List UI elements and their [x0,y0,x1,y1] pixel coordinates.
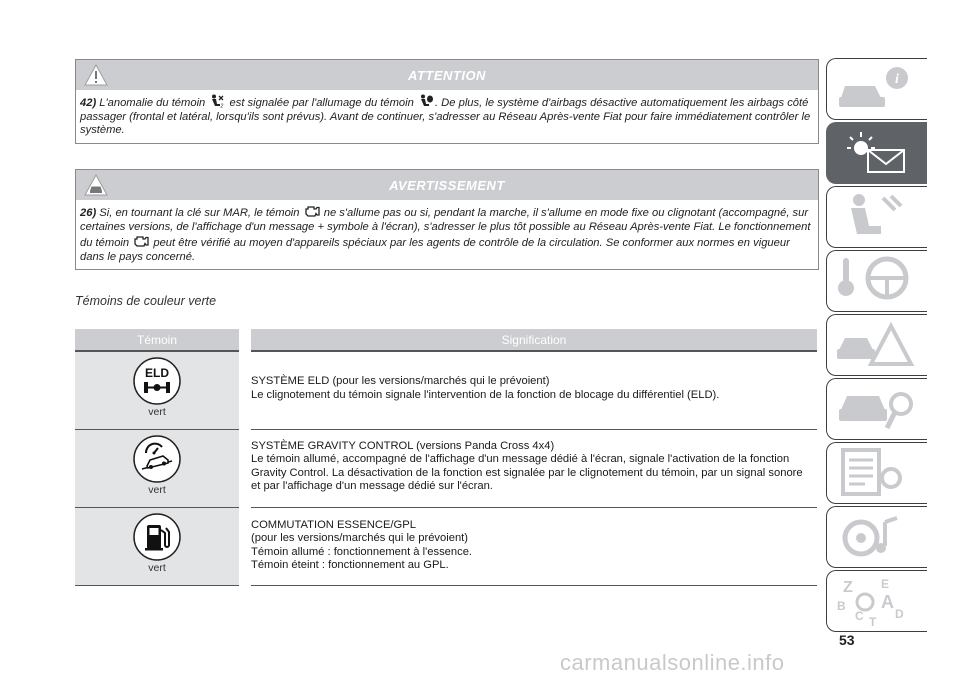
table-row [75,429,817,507]
meaning-line: Le témoin allumé, accompagné de l'affichage d'un message dédié à l'écran, signale l'activation de la fonction Gravity Control. La désactivation de la fonction est signalée par le clignotement du témoin, par un signal sonore et par l'affichage d'un message dédié sur l'écran. [251,453,803,492]
multimedia-music-icon [835,512,921,562]
tab-car-info[interactable] [826,58,927,120]
avertissement-box [75,169,819,270]
car-info-icon [835,64,921,114]
svg-text:E: E [881,577,890,591]
lamp-color: vert [148,483,166,496]
attention-text [76,90,818,143]
attention-title: ATTENTION [408,68,486,83]
tab-technical-data[interactable] [826,442,927,504]
svg-text:C: C [855,609,864,623]
svg-text:B: B [837,599,846,613]
car-service-icon [835,384,921,434]
meaning-line: SYSTÈME GRAVITY CONTROL (versions Panda Cross 4x4) [251,439,555,452]
key-steering-icon [835,256,921,306]
header-signification: Signification [245,329,817,351]
svg-text:i: i [895,72,899,87]
tab-warning-lights[interactable] [826,122,927,184]
green-lights-table [75,329,817,586]
attention-number: 42) [80,97,97,109]
eld-differential-lock-icon [133,357,181,405]
attention-box [75,59,819,144]
lamp-cell [75,429,245,507]
section-title: Témoins de couleur verte [75,294,217,308]
svg-text:A: A [881,592,894,612]
avertissement-text-a: Si, en tournant la clé sur MAR, le témoin [99,207,300,219]
svg-text:T: T [869,615,877,626]
avertissement-text-b: ne s'allume pas ou si, pendant la marche, il s'allume en mode fixe ou clignotant (accompagné, sur certaines versions, de l'affichage d'un message + symbole à l'écran), s'adresser le plus tôt possible au Réseau Après-vente Fiat. Le fonctionnement du témoin [80,207,811,249]
attention-text-a: L'anomalie du témoin [99,97,206,109]
lamp-color: vert [148,406,166,418]
meaning-line: SYSTÈME ELD (pour les versions/marchés qui le prévoient) [251,375,550,387]
avertissement-header [76,170,818,200]
tab-starting-driving[interactable] [826,250,927,312]
meaning-line: Témoin allumé : fonctionnement à l'essence. [251,545,473,558]
meaning-cell [245,429,817,507]
tab-safety[interactable] [826,186,927,248]
meaning-line: COMMUTATION ESSENCE/GPL [251,518,416,531]
attention-header [76,60,818,90]
avertissement-text-c: peut être vérifié au moyen d'appareils spéciaux par les agents de contrôle de la circulation. Se conformer aux normes en vigueur dans le pays concerné. [80,237,790,263]
technical-data-list-icon [835,448,921,498]
attention-text-b: est signalée par l'allumage du témoin [229,97,414,109]
tab-multimedia[interactable] [826,506,927,568]
header-temoin: Témoin [75,329,245,351]
tab-emergency[interactable] [826,314,927,376]
breakdown-triangle-icon [835,320,921,370]
table-row [75,351,817,429]
warning-light-message-icon [835,128,921,178]
gravity-control-icon [133,435,181,483]
meaning-line: Le clignotement du témoin signale l'intervention de la fonction de blocage du différentiel (ELD). [251,388,720,401]
tab-maintenance[interactable] [826,378,927,440]
table-header-row [75,329,817,351]
airbag-icon-subscript: 2 [220,103,224,108]
airbag-off-icon [209,94,225,108]
engine-check-icon-2 [133,234,149,248]
eld-icon-text: ELD [145,366,169,380]
table-row [75,507,817,585]
engine-check-icon [304,204,320,218]
meaning-line: Témoin éteint : fonctionnement au GPL. [251,559,449,571]
avertissement-title: AVERTISSEMENT [389,178,505,193]
avertissement-text [76,200,818,269]
meaning-cell [245,507,817,585]
airbag-icon [418,94,434,108]
watermark: carmanualsonline.info [560,650,785,675]
fuel-pump-icon [133,513,181,561]
seat-airbag-icon [835,192,921,242]
avertissement-number: 26) [80,207,97,219]
alphabetical-index-icon [835,576,921,626]
lamp-color: vert [148,561,166,574]
meaning-cell [245,351,817,429]
lamp-cell [75,351,245,429]
page-number: 53 [839,632,855,648]
meaning-line: (pour les versions/marchés qui le prévoient) [251,532,469,544]
tab-index[interactable] [826,570,927,632]
svg-text:Z: Z [843,579,853,596]
lamp-cell [75,507,245,585]
svg-text:D: D [895,607,904,621]
attention-text-c: . De plus, le système d'airbags désactive automatiquement les airbags côté passager (frontal et latéral, lorsqu'ils sont prévus). Avant de continuer, s'adresser au Réseau Après-vente Fiat pour faire immédiatement contrôler le système. [80,97,811,136]
